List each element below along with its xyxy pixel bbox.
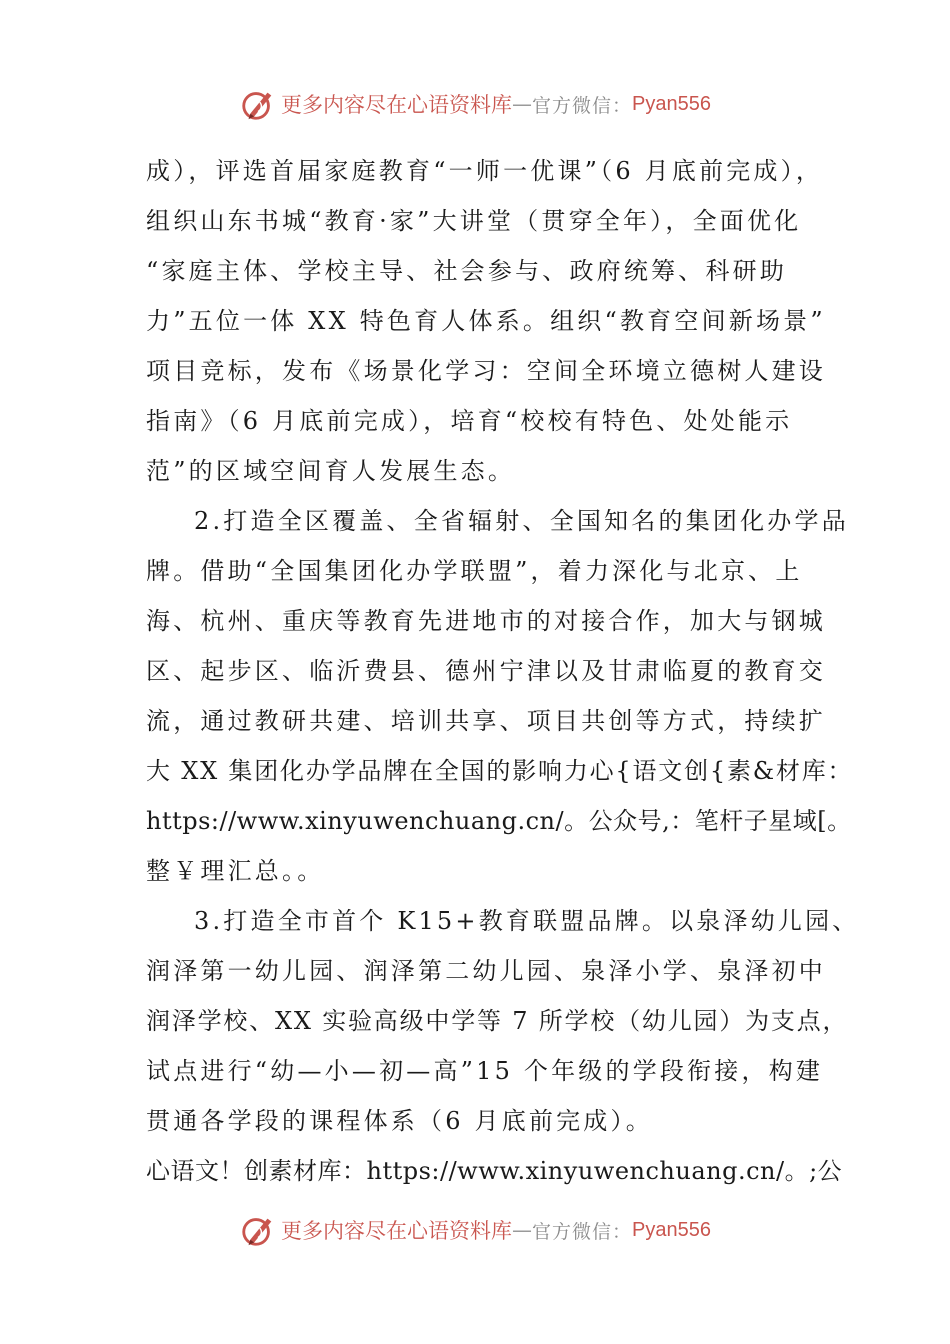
header-watermark bbox=[0, 84, 950, 124]
text-line: 润泽学校、XX 实验高级中学等 7 所学校（幼儿园）为支点， bbox=[146, 1007, 849, 1035]
watermark-separator: — bbox=[512, 92, 532, 116]
text-line: https://www.xinyuwenchuang.cn/。公众号,：笔杆子星域[。 bbox=[146, 807, 852, 835]
text-line: 整￥理汇总。。 bbox=[146, 857, 325, 885]
watermark-main-text: 更多内容尽在心语资料库 bbox=[281, 1219, 512, 1243]
text-line: 试点进行“幼—小—初—高”15 个年级的学段衔接，构建 bbox=[146, 1057, 824, 1085]
watermark-main-text: 更多内容尽在心语资料库 bbox=[281, 93, 512, 117]
text-line: 海、杭州、重庆等教育先进地市的对接合作，加大与钢城 bbox=[146, 607, 826, 635]
text-line: 组织山东书城“教育·家”大讲堂（贯穿全年），全面优化 bbox=[146, 207, 802, 235]
text-line: 力”五位一体 XX 特色育人体系。组织“教育空间新场景” bbox=[146, 307, 826, 335]
footer-watermark bbox=[0, 1210, 950, 1250]
paragraph-start-line: 3.打造全市首个 K15+教育联盟品牌。以泉泽幼儿园、 bbox=[194, 907, 860, 935]
watermark-contact-label: 官方微信： bbox=[532, 94, 633, 117]
watermark-contact-label: 官方微信： bbox=[532, 1220, 633, 1243]
watermark-wechat-id: Pyan556 bbox=[632, 1218, 711, 1241]
watermark-separator: — bbox=[512, 1218, 532, 1242]
document-body bbox=[146, 146, 860, 1196]
text-line: 指南》（6 月底前完成），培育“校校有特色、处处能示 bbox=[146, 407, 793, 435]
paragraph-start-line: 2.打造全区覆盖、全省辐射、全国知名的集团化办学品 bbox=[194, 507, 849, 535]
text-line: 成），评选首届家庭教育“一师一优课”（6 月底前完成）， bbox=[146, 157, 824, 185]
text-line: 润泽第一幼儿园、润泽第二幼儿园、泉泽小学、泉泽初中 bbox=[146, 957, 826, 985]
text-line: 贯通各学段的课程体系（6 月底前完成）。 bbox=[146, 1107, 653, 1135]
pen-logo-icon bbox=[239, 1211, 277, 1249]
watermark-wechat-id: Pyan556 bbox=[632, 92, 711, 115]
text-line: 心语文！创素材库：https://www.xinyuwenchuang.cn/。;公 bbox=[146, 1157, 843, 1185]
text-line: 项目竞标，发布《场景化学习：空间全环境立德树人建设 bbox=[146, 357, 826, 385]
text-line: 范”的区域空间育人发展生态。 bbox=[146, 457, 516, 485]
text-line: 区、起步区、临沂费县、德州宁津以及甘肃临夏的教育交 bbox=[146, 657, 826, 685]
pen-logo-icon bbox=[239, 85, 277, 123]
text-line: “家庭主体、学校主导、社会参与、政府统筹、科研助 bbox=[146, 257, 788, 285]
text-line: 牌。借助“全国集团化办学联盟”，着力深化与北京、上 bbox=[146, 557, 803, 585]
text-line: 大 XX 集团化办学品牌在全国的影响力心{语文创{素&材库： bbox=[146, 757, 854, 785]
text-line: 流，通过教研共建、培训共享、项目共创等方式，持续扩 bbox=[146, 707, 826, 735]
